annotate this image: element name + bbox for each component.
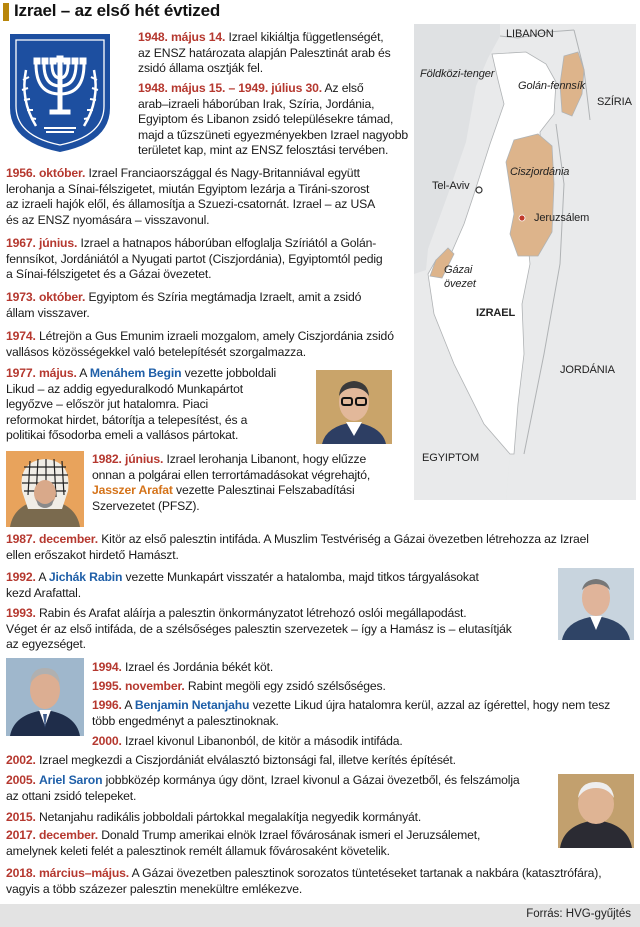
entry-text-line: területet kap, mint az ENSZ felosztási tervében.	[138, 143, 389, 158]
map-label-jordan: JORDÁNIA	[560, 364, 615, 376]
entry-date: május.	[39, 366, 77, 380]
page-title: Izrael – az első hét évtized	[14, 1, 221, 20]
entry-text-line: amelynek keleti felét a palesztinok remélt államuk fővárosaként követelik.	[6, 843, 390, 858]
title-bar	[0, 0, 640, 24]
entry-year: 1994.	[92, 660, 122, 674]
entry-text-line: onnan a polgárai ellen terrortámadásokat végrehajtó,	[92, 467, 371, 482]
entry-date: október.	[39, 290, 86, 304]
entry-text-line: zsidó állama osztják fel.	[138, 61, 263, 76]
person-name: Jasszer Arafat	[92, 483, 173, 498]
portrait-arafat	[6, 451, 84, 527]
entry-text-line: arab–izraeli háborúban Irak, Szíria, Jordánia,	[138, 96, 375, 111]
entry-text: Izrael kivonul Libanonból, de kitör a második intifáda.	[125, 734, 403, 748]
entry-date: június.	[39, 236, 78, 250]
entry-text-line: Szervezetet (PFSZ).	[92, 498, 200, 513]
timeline-entry-1995	[92, 679, 386, 695]
map-label-med-sea: Földközi-tenger	[420, 68, 495, 80]
entry-year: 2018.	[6, 866, 36, 880]
israel-emblem	[6, 30, 114, 154]
map-label-egypt: EGYIPTOM	[422, 452, 480, 464]
timeline-entry-2018	[6, 866, 601, 897]
map-label-tel-aviv: Tel-Aviv	[432, 180, 470, 192]
timeline-entry-1996	[92, 698, 610, 729]
map-label-golan: Golán-fennsík	[518, 80, 586, 92]
entry-text: Izrael megkezdi a Ciszjordániát elválasztó biztonsági fal, illetve kerítés építését.	[39, 753, 456, 767]
footer-bar	[0, 904, 640, 927]
entry-year: 1974.	[6, 329, 36, 343]
entry-date: május 14.	[171, 30, 226, 44]
map-label-syria: SZÍRIA	[597, 96, 632, 108]
entry-text: Izrael kikiáltja függetlenségét,	[228, 30, 384, 44]
entry-text: jobbközép kormánya úgy dönt, Izrael kivonul a Gázai övezetből, és felszámolja	[105, 773, 520, 787]
entry-text: Rabint megöli egy zsidó szélsőséges.	[187, 679, 386, 693]
timeline-entry-1956	[6, 166, 375, 228]
entry-text: Rabin és Arafat aláírja a palesztin önkormányzatot létrehozó oslói megállapodást.	[39, 606, 467, 620]
entry-text-line: fennsíkot, Jordániától a Nyugati partot (Ciszjordánia), Egyiptomtól pedig	[6, 251, 383, 266]
entry-text: A	[124, 698, 132, 712]
entry-text: Kitör az első palesztin intifáda. A Muszlim Testvériség a Gázai övezetben létrehozza az Izrael	[101, 532, 589, 546]
entry-year: 1967.	[6, 236, 36, 250]
entry-text-line: Véget ér az első intifáda, de a szélsőséges palesztin szervezetek – így a Hamász is – elutasítják	[6, 621, 512, 636]
person-name: Menáhem Begin	[89, 366, 182, 380]
timeline-entry-1982	[92, 452, 370, 514]
entry-text: vezette Likud újra hatalomra kerül, azzal az ígérettel, hogy nem tesz	[252, 698, 611, 712]
entry-text-line: vagyis a több százezer palesztin menekültre emlékezve.	[6, 881, 303, 896]
entry-text-line: kezd Arafattal.	[6, 585, 81, 600]
timeline-entry-1994	[92, 660, 273, 676]
entry-year: 2002.	[6, 753, 36, 767]
entry-year: 1977.	[6, 366, 36, 380]
entry-year: 2017.	[6, 828, 36, 842]
timeline-entry-1974	[6, 329, 394, 360]
entry-text: Izrael és Jordánia békét köt.	[125, 660, 274, 674]
entry-year: 1987.	[6, 532, 36, 546]
entry-year: 1948.	[138, 81, 168, 95]
timeline-entry-1977	[6, 366, 276, 444]
entry-text-line: legyőzve – először jut hatalomra. Piaci	[6, 397, 209, 412]
entry-text: A	[79, 366, 87, 380]
entry-year: 1993.	[6, 606, 36, 620]
entry-text: Netanjahu radikális jobboldali pártokkal megalakítja negyedik kormányát.	[39, 810, 422, 824]
source-credit: Forrás: HVG-gyűjtés	[526, 908, 631, 920]
timeline-entry-1948-b	[138, 81, 408, 159]
timeline-entry-2017	[6, 828, 480, 859]
entry-date: március–május.	[39, 866, 130, 880]
entry-text: vezette Palesztinai Felszabadítási	[176, 483, 355, 498]
entry-year: 2005.	[6, 773, 36, 787]
entry-year: 2000.	[92, 734, 122, 748]
entry-text: A Gázai övezetben palesztinok sorozatos tüntetéseket tartanak a nakbára (katasztrófára),	[131, 866, 602, 880]
entry-year: 1992.	[6, 570, 36, 584]
person-name: Jichák Rabin	[48, 570, 123, 584]
entry-text-line: Likud – az addig egyeduralkodó Munkapártot	[6, 381, 243, 396]
entry-text: vezette jobboldali	[184, 366, 277, 380]
timeline-entry-1987	[6, 532, 589, 563]
map-label-israel: IZRAEL	[476, 307, 516, 319]
timeline-entry-1992	[6, 570, 479, 601]
timeline-entry-1948-a	[138, 30, 391, 77]
entry-text-line: vallásos közösségekkel való betelepítését szorgalmazza.	[6, 344, 306, 359]
entry-text: Létrejön a Gus Emunim izraeli mozgalom, amely Ciszjordánia zsidó	[39, 329, 394, 343]
entry-year: 1982.	[92, 452, 122, 466]
entry-text: Izrael a hatnapos háborúban elfoglalja Szíriától a Golán-	[80, 236, 377, 250]
timeline-entry-2002	[6, 753, 456, 769]
map-label-lebanon: LIBANON	[506, 28, 554, 40]
timeline-entry-1993	[6, 606, 512, 653]
title-accent	[3, 3, 9, 21]
portrait-begin	[316, 370, 392, 444]
entry-date: október.	[39, 166, 86, 180]
entry-text-line: ellen erőszakot hirdető Hamászt.	[6, 547, 179, 562]
entry-text-line: az izraeli hajók elől, és államosítja a Szuezi-csatornát. Izrael – az USA	[6, 197, 376, 212]
timeline-entry-1967	[6, 236, 383, 283]
timeline-entry-2005	[6, 773, 520, 804]
entry-text-line: több engedményt a palesztinoknak.	[92, 713, 279, 728]
entry-text: Egyiptom és Szíria megtámadja Izraelt, amit a zsidó	[88, 290, 362, 304]
entry-text: Izrael Franciaországgal és Nagy-Britanniával együtt	[88, 166, 360, 180]
israel-map	[414, 24, 636, 500]
entry-date: december.	[39, 532, 98, 546]
entry-year: 1956.	[6, 166, 36, 180]
entry-text-line: reformokat hirdet, bátorítja a telepesítést, és a	[6, 412, 248, 427]
entry-date: június.	[125, 452, 164, 466]
person-name: Ariel Saron	[39, 773, 103, 787]
entry-text-line: az ENSZ határozata alapján Palesztinát arab és	[138, 45, 391, 60]
entry-text-line: Egyiptom és Libanon zsidó településekre támad,	[138, 112, 394, 127]
entry-year: 1995.	[92, 679, 122, 693]
entry-text-line: politikai fősodorba emeli a vallásos pártokat.	[6, 428, 239, 443]
entry-text: Az első	[324, 81, 364, 95]
entry-text-line: lerohanja a Sínai-félszigetet, miután Egyiptom lezárja a Tiráni-szorost	[6, 181, 370, 196]
entry-text: Izrael lerohanja Libanont, hogy elűzze	[166, 452, 367, 466]
entry-date: december.	[39, 828, 98, 842]
entry-year: 1973.	[6, 290, 36, 304]
entry-date: november.	[125, 679, 185, 693]
person-name: Benjamin Netanjahu	[134, 698, 250, 712]
entry-text-line: a Sínai-félszigetet és a Gázai övezetet.	[6, 267, 212, 282]
entry-text-line: majd a tűzszüneti egyezményekben Izrael nagyobb	[138, 127, 409, 142]
timeline-entry-2000	[92, 734, 403, 750]
entry-date: május 15. – 1949. július 30.	[171, 81, 322, 95]
entry-text-line: az ottani zsidó telepeket.	[6, 788, 137, 803]
entry-year: 1948.	[138, 30, 168, 44]
portrait-netanyahu	[6, 658, 84, 736]
map-label-gaza-2: övezet	[444, 278, 476, 290]
entry-text: vezette Munkapárt visszatér a hatalomba, majd titkos tárgyalásokat	[125, 570, 479, 584]
entry-year: 1996.	[92, 698, 122, 712]
portrait-rabin	[558, 568, 634, 640]
map-label-west-bank: Ciszjordánia	[510, 166, 570, 178]
portrait-sharon	[558, 774, 634, 848]
entry-text-line: és az ENSZ nyomására – visszavonul.	[6, 212, 210, 227]
entry-text: Donald Trump amerikai elnök Izrael fővárosának ismeri el Jeruzsálemet,	[101, 828, 481, 842]
timeline-entry-2015	[6, 810, 421, 826]
timeline-entry-1973	[6, 290, 361, 321]
map-label-jerusalem: Jeruzsálem	[534, 212, 590, 224]
entry-text-line: állam visszaver.	[6, 305, 90, 320]
entry-text-line: az egyezséget.	[6, 637, 86, 652]
map-label-gaza-1: Gázai	[444, 264, 473, 276]
entry-text: A	[38, 570, 46, 584]
entry-year: 2015.	[6, 810, 36, 824]
